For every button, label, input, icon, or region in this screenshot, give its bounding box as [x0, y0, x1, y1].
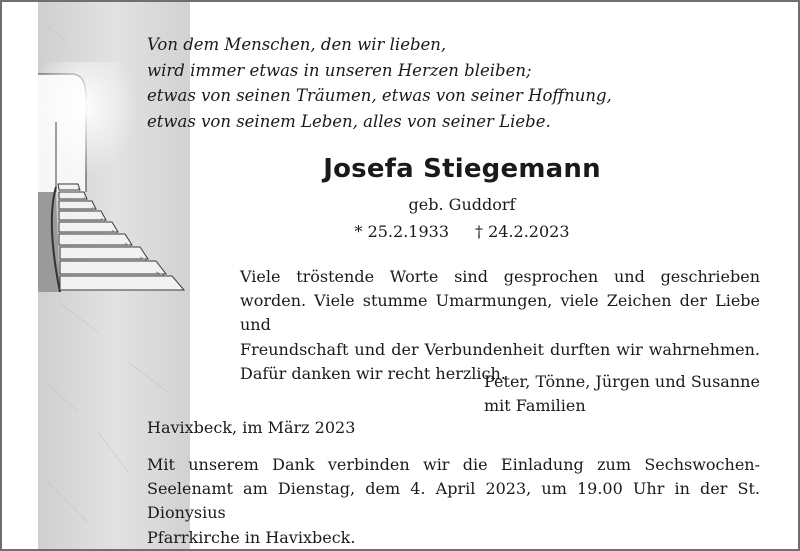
thanks-line: worden. Viele stumme Umarmungen, viele Zeichen der Liebe und [240, 291, 760, 335]
family-line: Peter, Tönne, Jürgen und Susanne [484, 372, 760, 391]
family-signature [484, 370, 760, 418]
deceased-name: Josefa Stiegemann [323, 154, 601, 184]
place-date: Havixbeck, im März 2023 [147, 418, 356, 437]
maiden-name: geb. Guddorf [408, 195, 516, 214]
invitation-line: Seelenamt am Dienstag, dem 4. April 2023, um 19.00 Uhr in der St. Dionysius [147, 479, 760, 523]
invitation-line: Pfarrkirche in Havixbeck. [147, 527, 356, 547]
thanks-line: Freundschaft und der Verbundenheit durften wir wahrnehmen. [240, 339, 760, 359]
life-dates [252, 222, 672, 241]
birth-date: * 25.2.1933 [354, 222, 449, 241]
poem-line: etwas von seinen Träumen, etwas von seiner Hoffnung, [147, 86, 612, 105]
poem-line: Von dem Menschen, den wir lieben, [147, 35, 447, 54]
invitation-paragraph [147, 453, 760, 550]
thanks-paragraph [240, 265, 760, 386]
poem [147, 32, 612, 134]
family-line: mit Familien [484, 396, 586, 415]
thanks-line: Dafür danken wir recht herzlich. [240, 363, 506, 383]
poem-line: wird immer etwas in unseren Herzen bleiben; [147, 60, 532, 80]
thanks-line: Viele tröstende Worte sind gesprochen und geschrieben [240, 267, 760, 286]
death-date: † 24.2.2023 [475, 222, 570, 241]
poem-line: etwas von seinem Leben, alles von seiner Liebe. [147, 111, 551, 131]
invitation-line: Mit unserem Dank verbinden wir die Einladung zum Sechswochen- [147, 455, 760, 474]
